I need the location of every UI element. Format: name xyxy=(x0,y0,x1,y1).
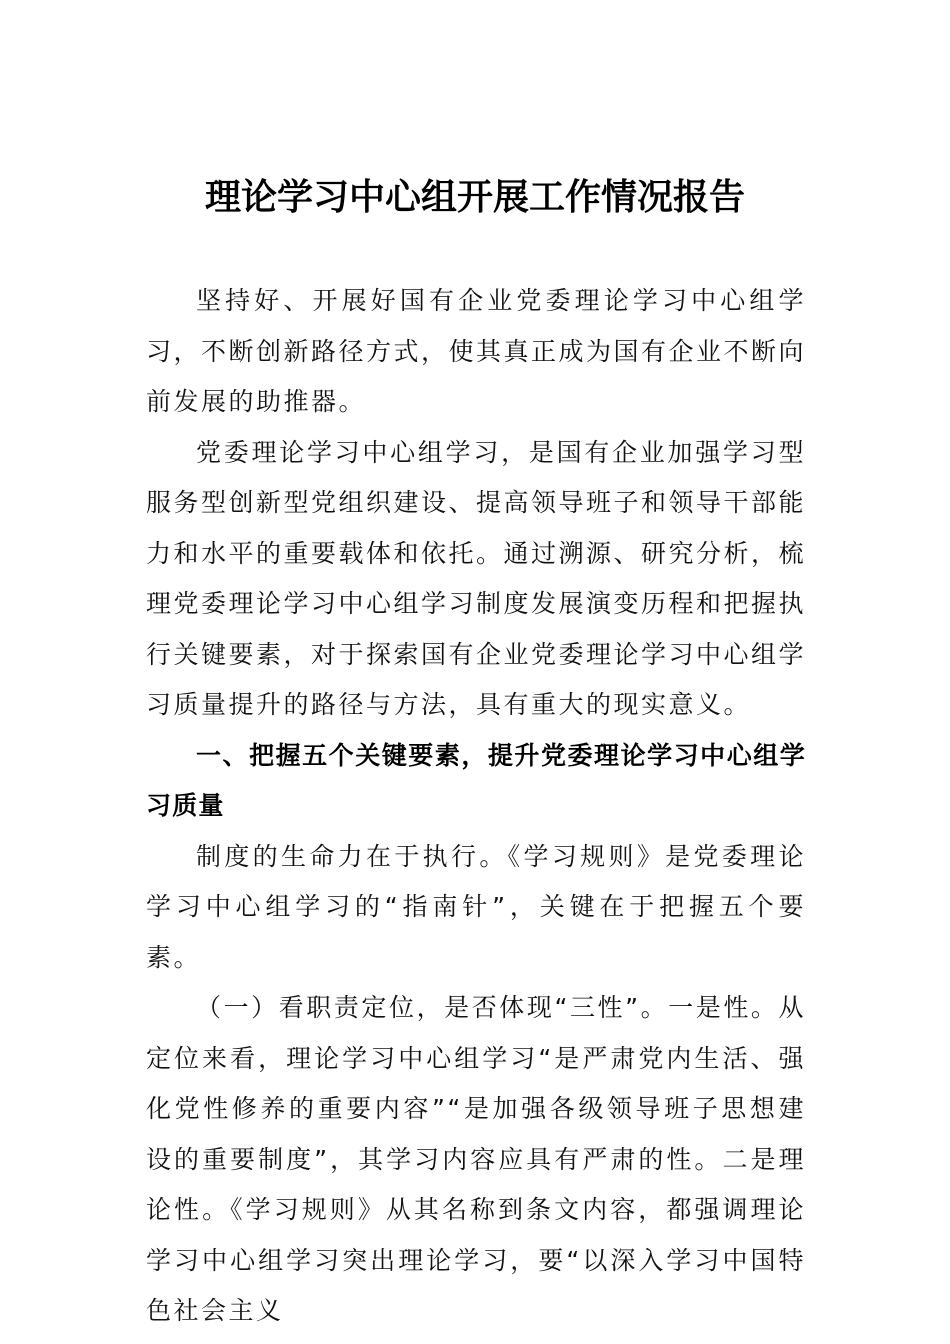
paragraph-significance: 党委理论学习中心组学习，是国有企业加强学习型服务型创新型党组织建设、提高领导班子和领导干部能力和水平的重要载体和依托。通过溯源、研究分析，梳理党委理论学习中心组学习制度发展演变历程和把握执行关键要素，对于探索国有企业党委理论学习中心组学习质量提升的路径与方法，具有重大的现实意义。 xyxy=(146,437,807,719)
paragraph-execution: 制度的生命力在于执行。《学习规则》是党委理论学习中心组学习的“指南针”，关键在于把握五个要素。 xyxy=(146,841,806,972)
document-body xyxy=(146,276,806,1337)
paragraph-subsection-1: （一）看职责定位，是否体现“三性”。一是性。从定位来看，理论学习中心组学习“是严肃党内生活、强化党性修养的重要内容”“是加强各级领导班子思想建设的重要制度”，其学习内容应具有严肃的性。二是理论性。《学习规则》从其名称到条文内容，都强调理论学习中心组学习突出理论学习，要“以深入学习中国特色社会主义 xyxy=(146,993,806,1325)
section-heading-1: 一、把握五个关键要素，提升党委理论学习中心组学习质量 xyxy=(146,740,806,820)
paragraph-intro: 坚持好、开展好国有企业党委理论学习中心组学习，不断创新路径方式，使其真正成为国有企业不断向前发展的助推器。 xyxy=(146,286,807,416)
document-title: 理论学习中心组开展工作情况报告 xyxy=(204,176,745,218)
